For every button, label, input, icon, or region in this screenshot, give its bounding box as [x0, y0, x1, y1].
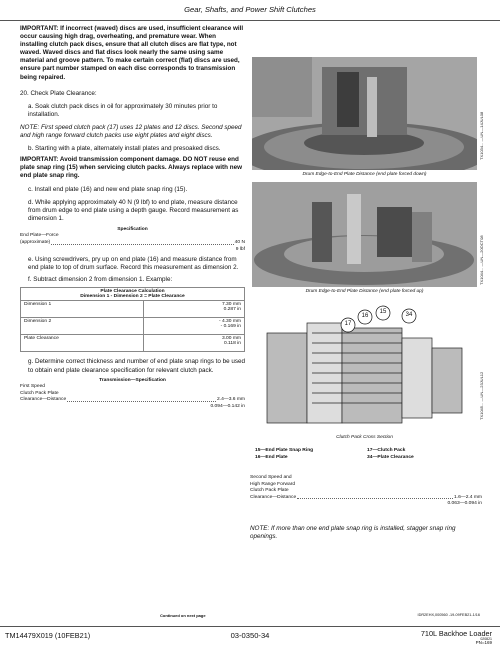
spec-label-approx: (approximate) [20, 240, 51, 246]
figure-3-caption: Clutch Pack Cross Section [336, 435, 393, 440]
note-clutch-packs: NOTE: First speed clutch pack (17) uses 12 plates and 12 discs. Second speed and high range forward clutch packs use eight plates and eight discs. [20, 123, 242, 140]
footer-page-number: 03-0350-34 [230, 631, 270, 640]
page-header [0, 0, 500, 21]
page-footer [0, 626, 500, 645]
step-b: b. Starting with a plate, alternately install plates and presoaked discs. [28, 145, 221, 153]
figure-1-photo [252, 57, 477, 170]
continued-note: Continued on next page [160, 613, 206, 618]
spec-second-speed [250, 475, 482, 508]
step-g: g. Determine correct thickness and number of end plate snap rings to be used to obtain end plate clearance specification for relevant clutch pack. [28, 358, 246, 374]
figure-3-code: TX1045... —UN—23JUL12 [479, 371, 484, 420]
step-f: f. Subtract dimension 2 from dimension 1. Example: [28, 276, 173, 284]
spec-value-lbf: 9 lbf [235, 246, 245, 252]
table-row: Plate Clearance 3.00 mm 0.118 in [21, 335, 245, 352]
step-c: c. Install end plate (16) and new end plate snap ring (15). [28, 185, 188, 193]
document-code: IDR2EHX,000560 -19-09FEB21-1/16 [417, 613, 480, 617]
important-note-discs: IMPORTANT: If incorrect (waved) discs are used, insufficient clearance will occur causing high drag, overheating, and premature wear. When installing clutch pack discs, ensure that all clutch discs are flat type, not waved. Waved discs and flat discs look nearly the same using same material and groove pattern. To make certain correct (flat) discs are used, ensure part number stamped on each disc corresponds to transmission being repaired. [20, 25, 244, 81]
spec2-value-in: 0.094—0.142 in [210, 403, 245, 409]
step-d: d. While applying approximately 40 N (9 lbf) to end plate, measure distance from drum edge to end plate using a depth gauge. Record measurement as dimension 1. [28, 198, 239, 222]
page-title: Gear, Shafts, and Power Shift Clutches [184, 5, 316, 14]
figure-legend [255, 448, 480, 461]
spec2-heading: Transmission—Specification [99, 377, 166, 383]
callout-15: 15 [379, 309, 387, 315]
plate-clearance-table [20, 287, 245, 352]
spec2-label-3: Clearance—Distance [20, 397, 67, 403]
spec3-value-in: 0.063—0.094 in [447, 501, 482, 507]
callout-16: 16 [361, 313, 369, 319]
spec-heading: Specification [117, 226, 148, 232]
spec2-label-1: First Speed [20, 384, 46, 390]
spec3-value-mm: 1.6—2.4 mm [454, 494, 482, 500]
note-snap-ring-openings: NOTE: If more than one end plate snap ring is installed, stagger snap ring openings. [250, 525, 456, 541]
left-column [20, 25, 245, 411]
footer-tm-number: TM14479X019 (10FEB21) [5, 631, 91, 640]
legend-item: 15—End Plate Snap Ring [255, 448, 314, 453]
footer-pn: PN=169 [475, 640, 492, 645]
spec3-label-4: Clearance—Distance [250, 494, 297, 500]
callout-34: 34 [405, 312, 413, 318]
step-20: 20. Check Plate Clearance: [20, 89, 97, 97]
spec3-label-3: Clutch Pack Plate [250, 488, 289, 494]
spec-end-plate-force [20, 227, 245, 253]
spec2-value-mm: 2.4—3.6 mm [217, 397, 245, 403]
footer-model: 710L Backhoe Loader [420, 629, 492, 638]
spec3-label-1: Second Speed and [250, 475, 292, 480]
figure-1-caption: Drum Edge-to-End Plate Distance (end plate forced down) [302, 172, 427, 177]
legend-item: 17—Clutch Pack [367, 448, 406, 453]
spec-label: End Plate—Force [20, 233, 59, 239]
table-row: Dimension 1 7.30 mm 0.287 in [21, 301, 245, 318]
table-title: Plate Clearance Calculation Dimension 1 - Dimension 2 = Plate Clearance [21, 288, 245, 301]
figure-2-caption: Drum Edge-to-End Plate Distance (end plate forced up) [305, 289, 424, 294]
legend-item: 34—Plate Clearance [367, 454, 414, 460]
spec2-label-2: Clutch Pack Plate [20, 390, 59, 396]
figure-1-code: TX1034... —UN—14JUL08 [479, 111, 484, 160]
footer-date: 020821 [480, 637, 492, 641]
spec3-label-2: High Range Forward [250, 481, 296, 487]
important-note-snap-ring: IMPORTANT: Avoid transmission component damage. DO NOT reuse end plate snap ring (15) when servicing clutch packs. Always replace with new end plate snap ring. [20, 156, 242, 180]
step-a: a. Soak clutch pack discs in oil for approximately 30 minutes prior to installation. [28, 102, 218, 118]
spec-value-n: 40 N [234, 240, 245, 246]
callout-17: 17 [344, 321, 352, 327]
figure-2-code: TX1044... —UN—20OCT08 [479, 235, 484, 285]
step-e: e. Using screwdrivers, pry up on end plate (16) and measure distance from end plate to top of drum surface. Record this measurement as dimension 2. [28, 256, 239, 272]
figure-2-photo [252, 182, 477, 287]
table-row: Dimension 2 - 4.30 mm - 0.169 in [21, 318, 245, 335]
figure-3-diagram [252, 303, 477, 433]
legend-item: 16—End Plate [255, 454, 288, 460]
spec-first-speed [20, 378, 245, 411]
